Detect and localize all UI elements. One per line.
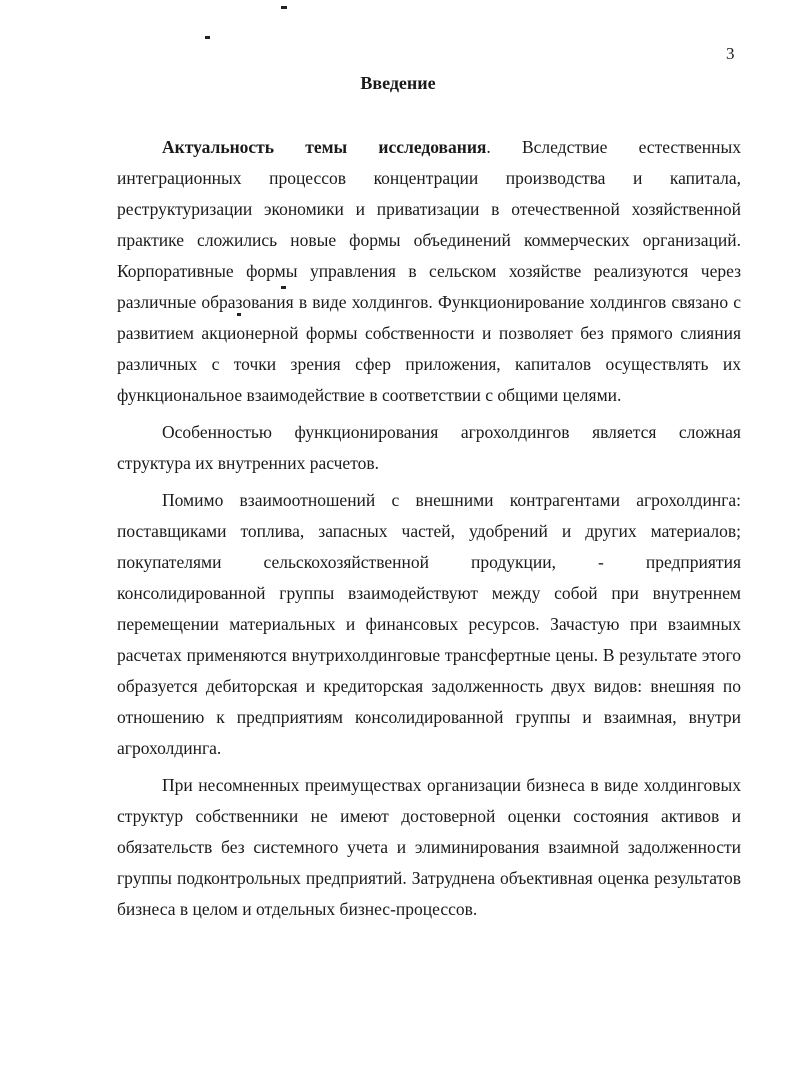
paragraph-advantages: При несомненных преимуществах организации бизнеса в виде холдинговых структур собственники не имеют достоверной оценки состояния активов и обязательств без системного учета и элиминирования взаимной задолженности группы подконтрольных предприятий. Затруднена объективная оценка результатов бизнеса в целом и отдельных бизнес-процессов. [117, 775, 741, 919]
paragraph-relevance [117, 132, 741, 411]
paragraph-features: Особенностью функционирования агрохолдингов является сложная структура их внутренних расчетов. [117, 422, 741, 473]
relevance-lead: Актуальность темы исследования [162, 137, 487, 157]
section-title: Введение [360, 73, 436, 93]
page-number: 3 [726, 44, 735, 63]
relevance-text: . Вследствие естественных интеграционных процессов концентрации производства и капитала, реструктуризации экономики и приватизации в отечественной хозяйственной практике сложились новые формы объединений коммерческих организаций. Корпоративные формы управления в сельском хозяйстве реализуются через различные образования в виде холдингов. Функционирование холдингов связано с развитием акционерной формы собственности и позволяет без прямого слияния различных с точки зрения сфер приложения, капиталов осуществлять их функциональное взаимодействие в соответствии с общими целями. [117, 137, 741, 405]
paragraph-relations: Помимо взаимоотношений с внешними контрагентами агрохолдинга: поставщиками топлива, запасных частей, удобрений и других материалов; покупателями сельскохозяйственной продукции, - предприятия консолидированной группы взаимодействуют между собой при внутреннем перемещении материальных и финансовых ресурсов. Зачастую при взаимных расчетах применяются внутрихолдинговые трансфертные цены. В результате этого образуется дебиторская и кредиторская задолженность двух видов: внешняя по отношению к предприятиям консолидированной группы и взаимная, внутри агрохолдинга. [117, 490, 741, 758]
body-text [117, 132, 741, 931]
